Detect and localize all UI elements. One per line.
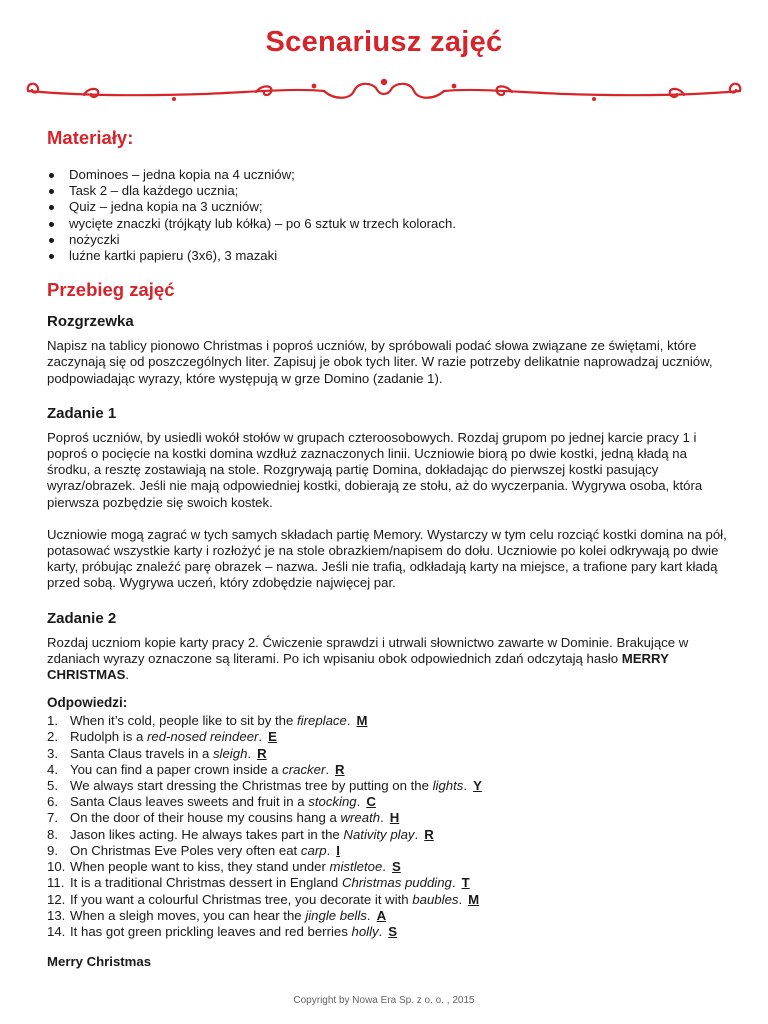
rozgrzewka-text: Napisz na tablicy pionowo Christmas i poproś uczniów, by spróbowali podać słowa związane ze świętami, które zaczynają się od poszczególnych liter. Zapisuj je obok tych liter. W razie potrzeby delikatnie naprowadzaj uczniów, podpowiadając wyrazy, które występują w grze Domino (zadanie 1).: [47, 338, 713, 386]
list-item: 5. We always start dressing the Christmas tree by putting on the lights. Y: [47, 778, 482, 794]
list-item: 13. When a sleigh moves, you can hear the jingle bells. A: [47, 907, 387, 923]
list-item: 14. It has got green prickling leaves and red berries holly. S: [47, 923, 398, 939]
list-item: Task 2 – dla każdego ucznia;: [47, 183, 727, 199]
footer-copyright: Copyright by Nowa Era Sp. z o. o. , 2015: [293, 995, 475, 1006]
list-item: wycięte znaczki (trójkąty lub kółka) – po 6 sztuk w trzech kolorach.: [47, 216, 727, 232]
answer-letter: T: [461, 875, 470, 891]
answer-letter: A: [376, 907, 387, 923]
list-item: nożyczki: [47, 232, 727, 248]
answers-heading: Odpowiedzi:: [47, 695, 128, 711]
answer-letter: Y: [473, 778, 482, 794]
password-text: MERRY CHRISTMAS: [47, 650, 669, 683]
main-content: [47, 126, 727, 970]
list-item: 1. When it’s cold, people like to sit by the fireplace. M: [47, 713, 368, 729]
answer-letter: I: [336, 842, 340, 858]
decorative-divider-icon: [24, 74, 744, 108]
zadanie1-paragraph-1: Poproś uczniów, by usiedli wokół stołów w grupach czteroosobowych. Rozdaj grupom po jednej karcie pracy 1 i poproś o pocięcie na kostki domina wzdłuż zaznaczonych linii. Uczniowie biorą po dwie kostki, jedną kładą na środku, a resztę zostawiają na stole. Rozgrywają partię Domina, dokładając do pierwszej kostki pasujący wyraz/obrazek. Jeśli nie mają odpowiedniej kostki, dobierają ze stołu, aż do wyczerpania. Wygrywa osoba, która pierwsza pozbędzie się swoich kostek.: [47, 429, 703, 510]
answer-letter: R: [257, 745, 267, 761]
answer-letter: E: [268, 729, 277, 745]
list-item: 2. Rudolph is a red-nosed reindeer. E: [47, 729, 277, 745]
list-item: 10. When people want to kiss, they stand under mistletoe. S: [47, 859, 401, 875]
zadanie2-text: Rozdaj uczniom kopie karty pracy 2. Ćwiczenie sprawdzi i utrwali słownictwo zawarte w Dominie. Brakujące w zdaniach wyrazy oznaczone są literami. Po ich wpisaniu obok odpowiednich zdań odczytają hasło MERRY CHRISTMAS.: [47, 634, 689, 683]
list-item: 4. You can find a paper crown inside a cracker. R: [47, 761, 345, 777]
materials-list: [47, 167, 727, 264]
rozgrzewka-heading: Rozgrzewka: [47, 313, 134, 331]
list-item: 11. It is a traditional Christmas dessert in England Christmas pudding. T: [47, 875, 470, 891]
list-item: Dominoes – jedna kopia na 4 uczniów;: [47, 167, 727, 183]
list-item: luźne kartki papieru (3x6), 3 mazaki: [47, 248, 727, 264]
answer-letter: M: [468, 891, 480, 907]
answer-letter: C: [366, 794, 376, 810]
answer-letter: R: [335, 761, 345, 777]
answer-letter: R: [424, 826, 434, 842]
list-item: 12. If you want a colourful Christmas tree, you decorate it with baubles. M: [47, 891, 480, 907]
list-item: 7. On the door of their house my cousins hang a wreath. H: [47, 810, 400, 826]
zadanie2-heading: Zadanie 2: [47, 609, 117, 627]
answers-list: [47, 713, 727, 940]
list-item: 9. On Christmas Eve Poles very often eat carp. I: [47, 842, 340, 858]
list-item: 8. Jason likes acting. He always takes part in the Nativity play. R: [47, 826, 434, 842]
answer-letter: S: [391, 859, 401, 875]
list-item: 3. Santa Claus travels in a sleigh. R: [47, 745, 267, 761]
przebieg-heading: Przebieg zajęć: [47, 279, 175, 301]
answer-letter: S: [388, 923, 398, 939]
closing-text: Merry Christmas: [47, 954, 152, 970]
zadanie1-heading: Zadanie 1: [47, 404, 117, 422]
page-title: Scenariusz zajęć: [265, 26, 503, 58]
list-item: Quiz – jedna kopia na 3 uczniów;: [47, 199, 727, 215]
zadanie1-paragraph-2: Uczniowie mogą zagrać w tych samych składach partię Memory. Wystarczy w tym celu rozciąć kostki domina na pół, potasować wszystkie karty i rozłożyć je na stole obrazkiem/napisem do dołu. Uczniowie po kolei odkrywają po dwie karty, próbując znaleźć parę obrazek – nazwa. Jeśli nie trafią, odkładają karty na miejsce, a trafione pary kart kładą przed sobą. Wygrywa uczeń, który zdobędzie najwięcej par.: [47, 526, 727, 591]
materials-heading: Materiały:: [47, 127, 134, 148]
list-item: 6. Santa Claus leaves sweets and fruit in a stocking. C: [47, 794, 376, 810]
answer-letter: M: [356, 713, 368, 729]
answer-letter: H: [389, 810, 400, 826]
